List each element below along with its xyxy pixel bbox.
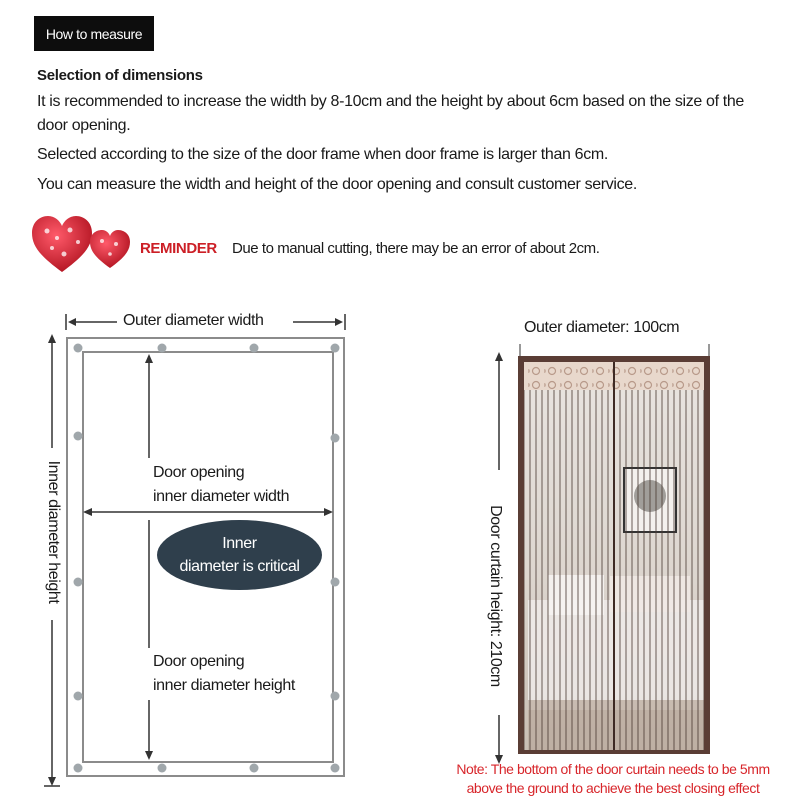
how-to-measure-tag: How to measure — [34, 16, 154, 51]
height-label-line-1: Door opening — [153, 653, 245, 670]
height-label-line-2: inner diameter height — [153, 677, 295, 694]
outer-width-label: Outer diameter width — [123, 312, 264, 329]
bottom-note — [428, 760, 798, 798]
note-line-1: Note: The bottom of the door curtain needs to be 5mm — [456, 761, 770, 777]
oval-line-1: Inner — [222, 535, 257, 552]
curtain-height-label: Door curtain height: 210cm — [487, 505, 504, 687]
note-line-2: above the ground to achieve the best closing effect — [466, 780, 760, 796]
width-label-line-2: inner diameter width — [153, 488, 290, 505]
selection-title: Selection of dimensions — [37, 67, 203, 84]
inner-height-side-label: Inner diameter height — [45, 460, 62, 604]
selection-line-2: Selected according to the size of the door frame when door frame is larger than 6cm. — [37, 146, 608, 163]
width-label-line-1: Door opening — [153, 464, 245, 481]
reminder-text: Due to manual cutting, there may be an error of about 2cm. — [232, 240, 600, 257]
selection-line-1: It is recommended to increase the width by 8-10cm and the height by about 6cm based on the size of the door opening. — [37, 93, 744, 134]
outer-diameter-label: Outer diameter: 100cm — [524, 319, 680, 336]
reminder-label: REMINDER — [140, 240, 217, 257]
oval-line-2: diameter is critical — [179, 558, 300, 575]
selection-line-3: You can measure the width and height of the door opening and consult customer service. — [37, 176, 637, 193]
